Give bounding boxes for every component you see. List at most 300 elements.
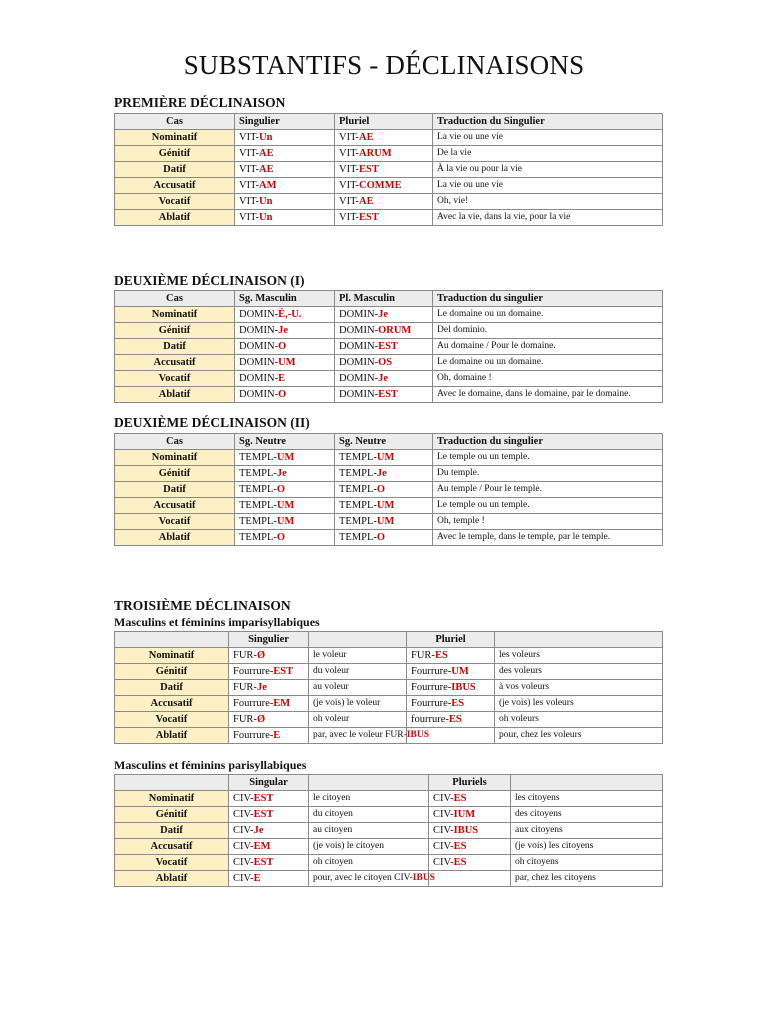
translation-text: le voleur bbox=[313, 650, 347, 660]
word-stem: Fourrure- bbox=[233, 730, 274, 741]
word-stem: DOMIN- bbox=[339, 373, 379, 384]
word-stem: VIT- bbox=[239, 196, 260, 207]
word-ending: EST bbox=[359, 164, 379, 175]
table-header-row bbox=[115, 775, 663, 791]
word-ending: Je bbox=[276, 468, 287, 479]
word-ending: EST bbox=[359, 212, 379, 223]
word-stem: CIV- bbox=[433, 857, 454, 868]
word-stem: CIV- bbox=[433, 825, 454, 836]
plural-translation: des voleurs bbox=[495, 664, 663, 680]
singular-form bbox=[235, 339, 335, 355]
plural-translation: (je vois) les voleurs bbox=[495, 696, 663, 712]
word-stem: Fourrure- bbox=[411, 682, 452, 693]
table-row bbox=[115, 371, 663, 387]
word-ending: O bbox=[376, 484, 386, 495]
section-heading: PREMIÈRE DÉCLINAISON bbox=[114, 95, 286, 110]
singular-translation bbox=[309, 680, 407, 696]
word-ending: EST bbox=[253, 809, 274, 820]
word-stem: TEMPL- bbox=[339, 532, 377, 543]
word-ending: ES bbox=[448, 714, 462, 725]
word-stem: CIV- bbox=[233, 825, 254, 836]
translation-text: au voleur bbox=[313, 682, 349, 692]
table-header-row bbox=[115, 632, 663, 648]
translation: Oh, vie! bbox=[433, 194, 663, 210]
case-name: Accusatif bbox=[115, 498, 235, 514]
word-ending: Je bbox=[256, 682, 267, 693]
word-stem: Fourrure- bbox=[411, 666, 452, 677]
word-stem: VIT- bbox=[239, 148, 260, 159]
word-stem: CIV- bbox=[233, 841, 254, 852]
plural-form bbox=[407, 648, 495, 664]
word-ending: Un bbox=[259, 196, 273, 207]
word-ending: IBUS bbox=[451, 682, 476, 693]
header-cas: Cas bbox=[115, 434, 235, 450]
header-empty bbox=[115, 775, 229, 791]
singular-form bbox=[235, 307, 335, 323]
case-name: Génitif bbox=[115, 146, 235, 162]
singular-form bbox=[235, 210, 335, 226]
plural-form bbox=[335, 514, 433, 530]
translation: À la vie ou pour la vie bbox=[433, 162, 663, 178]
table-header-row bbox=[115, 434, 663, 450]
word-stem: FUR- bbox=[233, 714, 257, 725]
plural-translation: aux citoyens bbox=[511, 823, 663, 839]
translation: La vie ou une vie bbox=[433, 178, 663, 194]
singular-form bbox=[235, 162, 335, 178]
table-row bbox=[115, 387, 663, 403]
singular-form bbox=[235, 130, 335, 146]
declension-table-parisyllabiques bbox=[114, 774, 663, 887]
header-traduction: Traduction du Singulier bbox=[433, 114, 663, 130]
word-ending: IBUS bbox=[412, 873, 435, 883]
translation-text: au citoyen bbox=[313, 825, 353, 835]
word-ending: IBUS bbox=[453, 825, 479, 836]
word-ending: Ø bbox=[256, 650, 266, 661]
singular-form bbox=[229, 839, 309, 855]
word-ending: O bbox=[276, 532, 286, 543]
page-title: SUBSTANTIFS - DÉCLINAISONS bbox=[183, 50, 585, 80]
table-row bbox=[115, 680, 663, 696]
section-deuxieme-declinaison-i bbox=[114, 272, 662, 403]
word-ending: AM bbox=[259, 180, 277, 191]
case-name: Nominatif bbox=[115, 791, 229, 807]
case-name: Datif bbox=[115, 339, 235, 355]
word-stem: VIT- bbox=[339, 132, 360, 143]
word-stem: CIV- bbox=[233, 857, 254, 868]
section-troisieme-declinaison bbox=[114, 597, 662, 887]
word-stem: TEMPL- bbox=[339, 516, 377, 527]
plural-translation: oh citoyens bbox=[511, 855, 663, 871]
declension-table bbox=[114, 433, 663, 546]
case-name: Génitif bbox=[115, 466, 235, 482]
subsection-heading-imparisyllabiques: Masculins et féminins imparisyllabiques bbox=[114, 615, 320, 629]
plural-form bbox=[407, 712, 495, 728]
table-row bbox=[115, 712, 663, 728]
singular-form bbox=[235, 178, 335, 194]
translation: De la vie bbox=[433, 146, 663, 162]
word-ending: ES bbox=[451, 698, 465, 709]
table-row bbox=[115, 823, 663, 839]
plural-translation: oh voleurs bbox=[495, 712, 663, 728]
plural-translation: à vos voleurs bbox=[495, 680, 663, 696]
plural-form bbox=[335, 450, 433, 466]
singular-translation bbox=[309, 648, 407, 664]
plural-form bbox=[407, 696, 495, 712]
case-name: Génitif bbox=[115, 664, 229, 680]
word-ending: Je bbox=[376, 468, 387, 479]
word-ending: EST bbox=[253, 793, 274, 804]
translation-text: (je vois) le citoyen bbox=[313, 841, 384, 851]
word-stem: DOMIN- bbox=[339, 389, 379, 400]
word-stem: FUR- bbox=[233, 682, 257, 693]
singular-form bbox=[235, 387, 335, 403]
declension-table-imparisyllabiques bbox=[114, 631, 663, 744]
singular-translation bbox=[309, 823, 429, 839]
singular-form bbox=[235, 482, 335, 498]
table-row bbox=[115, 162, 663, 178]
word-ending: Un bbox=[259, 132, 273, 143]
plural-form bbox=[407, 664, 495, 680]
word-stem: DOMIN- bbox=[239, 373, 279, 384]
case-name: Ablatif bbox=[115, 728, 229, 744]
singular-form bbox=[229, 728, 309, 744]
plural-translation: les citoyens bbox=[511, 791, 663, 807]
word-stem: DOMIN- bbox=[339, 309, 379, 320]
table-row bbox=[115, 807, 663, 823]
case-name: Ablatif bbox=[115, 387, 235, 403]
case-name: Génitif bbox=[115, 323, 235, 339]
word-stem: TEMPL- bbox=[239, 500, 277, 511]
word-ending: IBUS bbox=[406, 730, 429, 740]
table-header-row bbox=[115, 114, 663, 130]
word-stem: VIT- bbox=[239, 132, 260, 143]
case-name: Datif bbox=[115, 482, 235, 498]
plural-form bbox=[335, 210, 433, 226]
word-stem: VIT- bbox=[339, 148, 360, 159]
singular-translation bbox=[309, 664, 407, 680]
table-row bbox=[115, 871, 663, 887]
word-stem: FUR- bbox=[411, 650, 435, 661]
case-name: Vocatif bbox=[115, 855, 229, 871]
translation: Le domaine ou un domaine. bbox=[433, 307, 663, 323]
word-stem: CIV- bbox=[433, 793, 454, 804]
singular-form bbox=[229, 712, 309, 728]
section-premiere-declinaison bbox=[114, 94, 662, 226]
singular-translation bbox=[309, 839, 429, 855]
translation: Avec le domaine, dans le domaine, par le domaine. bbox=[433, 387, 663, 403]
header-cas: Cas bbox=[115, 291, 235, 307]
translation: La vie ou une vie bbox=[433, 130, 663, 146]
case-name: Accusatif bbox=[115, 839, 229, 855]
plural-form bbox=[429, 839, 511, 855]
plural-form bbox=[335, 130, 433, 146]
plural-form bbox=[429, 807, 511, 823]
case-name: Datif bbox=[115, 162, 235, 178]
word-ending: EST bbox=[378, 389, 398, 400]
table-row bbox=[115, 355, 663, 371]
word-stem: DOMIN- bbox=[339, 325, 379, 336]
section-heading: DEUXIÈME DÉCLINAISON (I) bbox=[114, 273, 305, 288]
singular-form bbox=[235, 514, 335, 530]
table-row bbox=[115, 450, 663, 466]
plural-form bbox=[335, 146, 433, 162]
translation-text: le citoyen bbox=[313, 793, 351, 803]
word-stem: VIT- bbox=[239, 180, 260, 191]
word-stem: CIV- bbox=[233, 793, 254, 804]
plural-form bbox=[429, 823, 511, 839]
singular-form bbox=[235, 323, 335, 339]
word-stem: VIT- bbox=[339, 212, 360, 223]
word-stem: CIV- bbox=[233, 809, 254, 820]
singular-form bbox=[229, 664, 309, 680]
word-ending: O bbox=[278, 389, 287, 400]
singular-form bbox=[229, 807, 309, 823]
word-ending: UM bbox=[276, 516, 295, 527]
word-ending: AE bbox=[359, 132, 374, 143]
header-pluriels: Pluriels bbox=[429, 775, 511, 791]
case-name: Ablatif bbox=[115, 210, 235, 226]
plural-form bbox=[335, 466, 433, 482]
plural-form bbox=[429, 855, 511, 871]
case-name: Vocatif bbox=[115, 371, 235, 387]
plural-form bbox=[335, 482, 433, 498]
word-stem: fourrure- bbox=[411, 714, 449, 725]
translation: Au domaine / Pour le domaine. bbox=[433, 339, 663, 355]
case-name: Ablatif bbox=[115, 871, 229, 887]
table-row bbox=[115, 466, 663, 482]
word-ending: UM bbox=[276, 452, 295, 463]
word-stem: TEMPL- bbox=[239, 468, 277, 479]
plural-form bbox=[335, 307, 433, 323]
word-ending: ARUM bbox=[359, 148, 392, 159]
word-ending: UM bbox=[376, 452, 395, 463]
plural-form bbox=[335, 323, 433, 339]
plural-form bbox=[407, 680, 495, 696]
singular-translation bbox=[309, 696, 407, 712]
header-singulier: Singulier bbox=[229, 632, 309, 648]
plural-form bbox=[429, 871, 511, 887]
word-stem: VIT- bbox=[339, 196, 360, 207]
header-cas: Cas bbox=[115, 114, 235, 130]
case-name: Datif bbox=[115, 823, 229, 839]
word-stem: CIV- bbox=[233, 873, 254, 884]
declension-table bbox=[114, 290, 663, 403]
plural-form bbox=[429, 791, 511, 807]
case-name: Vocatif bbox=[115, 194, 235, 210]
case-name: Datif bbox=[115, 680, 229, 696]
table-row bbox=[115, 855, 663, 871]
translation-text: (je vois) le voleur bbox=[313, 698, 381, 708]
table-row bbox=[115, 664, 663, 680]
word-stem: VIT- bbox=[239, 212, 260, 223]
word-stem: TEMPL- bbox=[239, 452, 277, 463]
word-ending: É,-U. bbox=[278, 309, 302, 320]
table-row bbox=[115, 130, 663, 146]
singular-translation bbox=[309, 807, 429, 823]
singular-form bbox=[235, 466, 335, 482]
word-ending: AE bbox=[259, 148, 274, 159]
header-pluriel: Pluriel bbox=[407, 632, 495, 648]
translation-text: du citoyen bbox=[313, 809, 353, 819]
singular-translation bbox=[309, 712, 407, 728]
word-stem: CIV- bbox=[433, 841, 454, 852]
word-ending: AE bbox=[359, 196, 374, 207]
plural-translation: (je vois) les citoyens bbox=[511, 839, 663, 855]
translation: Le temple ou un temple. bbox=[433, 498, 663, 514]
word-stem: VIT- bbox=[339, 180, 360, 191]
word-ending: UM bbox=[376, 500, 395, 511]
word-ending: UM bbox=[451, 666, 469, 677]
word-stem: TEMPL- bbox=[239, 532, 277, 543]
singular-form bbox=[235, 530, 335, 546]
word-stem: TEMPL- bbox=[339, 468, 377, 479]
word-ending: EST bbox=[273, 666, 294, 677]
word-ending: COMME bbox=[359, 180, 402, 191]
table-row bbox=[115, 498, 663, 514]
table-row bbox=[115, 728, 663, 744]
word-ending: Je bbox=[378, 309, 388, 320]
translation: Avec la vie, dans la vie, pour la vie bbox=[433, 210, 663, 226]
table-row bbox=[115, 839, 663, 855]
word-stem: TEMPL- bbox=[339, 452, 377, 463]
header-empty bbox=[309, 775, 429, 791]
translation: Au temple / Pour le temple. bbox=[433, 482, 663, 498]
plural-form bbox=[335, 498, 433, 514]
singular-form bbox=[229, 823, 309, 839]
table-row bbox=[115, 146, 663, 162]
word-stem: VIT- bbox=[339, 164, 360, 175]
table-row bbox=[115, 323, 663, 339]
singular-form bbox=[235, 450, 335, 466]
table-row bbox=[115, 178, 663, 194]
translation: Avec le temple, dans le temple, par le temple. bbox=[433, 530, 663, 546]
plural-translation: par, chez les citoyens bbox=[511, 871, 663, 887]
plural-translation: les voleurs bbox=[495, 648, 663, 664]
translation: Oh, temple ! bbox=[433, 514, 663, 530]
word-stem: CIV- bbox=[433, 809, 454, 820]
word-ending: AE bbox=[259, 164, 274, 175]
translation-text: oh voleur bbox=[313, 714, 350, 724]
table-row bbox=[115, 482, 663, 498]
section-heading: TROISIÈME DÉCLINAISON bbox=[114, 598, 291, 613]
header-sg-neutre-2: Sg. Neutre bbox=[335, 434, 433, 450]
word-ending: EM bbox=[273, 698, 291, 709]
singular-translation bbox=[309, 728, 429, 744]
translation: Le domaine ou un domaine. bbox=[433, 355, 663, 371]
translation-text: par, avec le voleur FUR- bbox=[313, 730, 407, 740]
word-stem: VIT- bbox=[239, 164, 260, 175]
word-stem: TEMPL- bbox=[239, 516, 277, 527]
translation-text: pour, avec le citoyen CIV- bbox=[313, 873, 413, 883]
plural-form bbox=[335, 371, 433, 387]
word-ending: E bbox=[273, 730, 281, 741]
word-ending: E bbox=[278, 373, 286, 384]
plural-form bbox=[335, 162, 433, 178]
singular-translation bbox=[309, 855, 429, 871]
case-name: Nominatif bbox=[115, 648, 229, 664]
header-empty bbox=[115, 632, 229, 648]
word-stem: TEMPL- bbox=[239, 484, 277, 495]
word-ending: O bbox=[278, 341, 287, 352]
word-stem: TEMPL- bbox=[339, 500, 377, 511]
word-ending: UM bbox=[376, 516, 395, 527]
singular-translation bbox=[309, 871, 435, 887]
word-stem: Fourrure- bbox=[233, 698, 274, 709]
table-row bbox=[115, 696, 663, 712]
case-name: Vocatif bbox=[115, 514, 235, 530]
table-row bbox=[115, 514, 663, 530]
word-ending: EM bbox=[253, 841, 271, 852]
singular-form bbox=[229, 648, 309, 664]
singular-form bbox=[229, 855, 309, 871]
word-stem: DOMIN- bbox=[239, 389, 279, 400]
word-stem: DOMIN- bbox=[239, 357, 279, 368]
singular-translation bbox=[309, 791, 429, 807]
header-pluriel: Pluriel bbox=[335, 114, 433, 130]
declension-table bbox=[114, 113, 663, 226]
translation: Du temple. bbox=[433, 466, 663, 482]
section-heading: DEUXIÈME DÉCLINAISON (II) bbox=[114, 415, 310, 430]
word-ending: O bbox=[276, 484, 286, 495]
case-name: Accusatif bbox=[115, 178, 235, 194]
case-name: Nominatif bbox=[115, 130, 235, 146]
plural-translation: pour, chez les voleurs bbox=[495, 728, 663, 744]
word-ending: UM bbox=[276, 500, 295, 511]
word-stem: DOMIN- bbox=[239, 309, 279, 320]
table-row bbox=[115, 648, 663, 664]
section-deuxieme-declinaison-ii bbox=[114, 414, 662, 546]
table-row bbox=[115, 791, 663, 807]
plural-form bbox=[335, 339, 433, 355]
header-empty bbox=[495, 632, 663, 648]
translation: Oh, domaine ! bbox=[433, 371, 663, 387]
word-stem: DOMIN- bbox=[339, 357, 379, 368]
singular-form bbox=[235, 194, 335, 210]
case-name: Accusatif bbox=[115, 355, 235, 371]
case-name: Accusatif bbox=[115, 696, 229, 712]
word-ending: Ø bbox=[256, 714, 266, 725]
singular-form bbox=[235, 146, 335, 162]
plural-form bbox=[335, 355, 433, 371]
word-ending: EST bbox=[253, 857, 274, 868]
case-name: Vocatif bbox=[115, 712, 229, 728]
header-sg-neutre: Sg. Neutre bbox=[235, 434, 335, 450]
header-traduction: Traduction du singulier bbox=[433, 434, 663, 450]
plural-form bbox=[335, 387, 433, 403]
word-ending: Je bbox=[278, 325, 288, 336]
table-row bbox=[115, 210, 663, 226]
header-sg-masculin: Sg. Masculin bbox=[235, 291, 335, 307]
singular-form bbox=[235, 371, 335, 387]
plural-form bbox=[335, 194, 433, 210]
singular-form bbox=[235, 498, 335, 514]
word-ending: ES bbox=[453, 857, 467, 868]
word-ending: ES bbox=[453, 793, 467, 804]
plural-form bbox=[335, 178, 433, 194]
translation: Del dominio. bbox=[433, 323, 663, 339]
word-ending: ES bbox=[434, 650, 448, 661]
header-traduction: Traduction du singulier bbox=[433, 291, 663, 307]
table-row bbox=[115, 307, 663, 323]
case-name: Nominatif bbox=[115, 307, 235, 323]
table-header-row bbox=[115, 291, 663, 307]
word-ending: ORUM bbox=[378, 325, 412, 336]
singular-form bbox=[229, 791, 309, 807]
word-ending: Je bbox=[378, 373, 388, 384]
table-row bbox=[115, 530, 663, 546]
word-stem: DOMIN- bbox=[239, 325, 279, 336]
word-stem: DOMIN- bbox=[339, 341, 379, 352]
